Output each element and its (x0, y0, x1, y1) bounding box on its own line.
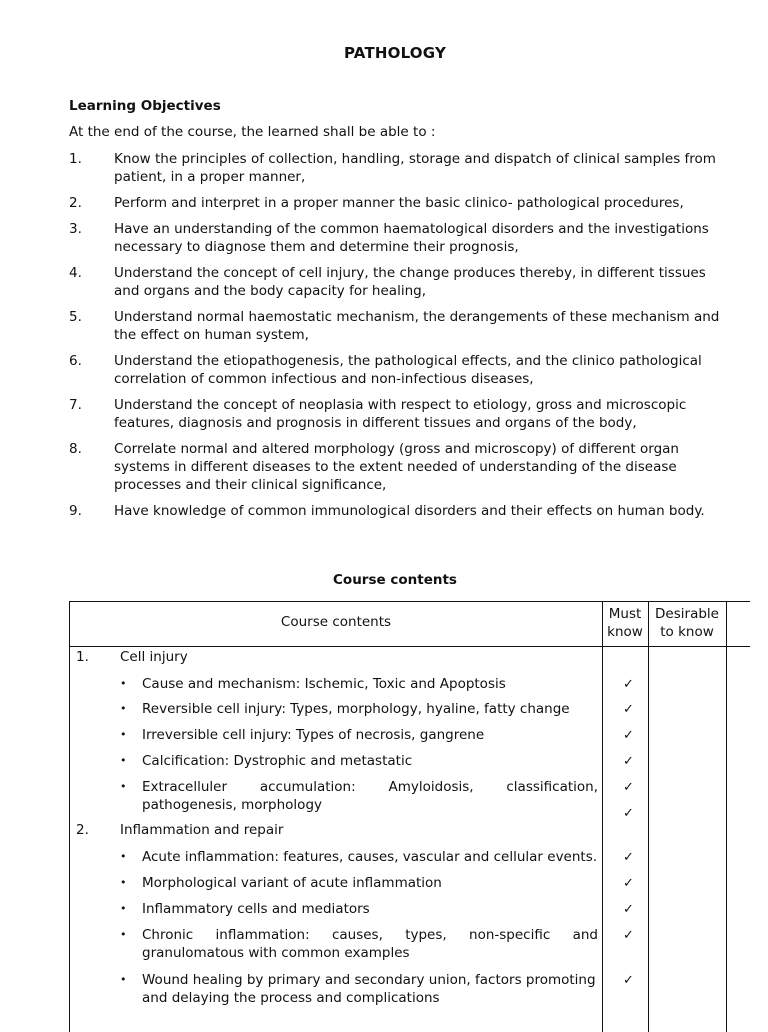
course-item-text: Irreversible cell injury: Types of necrosis, gangrene (142, 727, 485, 743)
header-must-know (602, 605, 648, 641)
header-must-line1: Must (608, 606, 642, 622)
objective-item (69, 396, 729, 432)
objective-number: 3. (69, 221, 82, 237)
course-item (120, 726, 598, 744)
objective-number: 8. (69, 441, 82, 457)
objectives-list (69, 150, 729, 528)
section-title: Inflammation and repair (120, 822, 284, 838)
objective-text: Perform and interpret in a proper manner the basic clinico- pathological procedures, (114, 195, 684, 211)
course-item-text: Cause and mechanism: Ischemic, Toxic and Apoptosis (142, 676, 506, 692)
header-desirable-to-know (648, 605, 726, 641)
bullet-icon: • (120, 850, 127, 863)
objective-item (69, 150, 729, 186)
objective-text: Understand the concept of neoplasia with respect to etiology, gross and microscopic features, diagnosis and prognosis in different tissues and organs of the body, (114, 397, 687, 431)
objective-item (69, 352, 729, 388)
header-desirable-line2: to know (660, 624, 714, 640)
bullet-icon: • (120, 728, 127, 741)
course-item (120, 900, 598, 918)
objective-text: Understand normal haemostatic mechanism, the derangements of these mechanism and the effect on human system, (114, 309, 720, 343)
must-know-check-icon: ✓ (623, 850, 634, 865)
objective-number: 1. (69, 151, 82, 167)
objective-number: 4. (69, 265, 82, 281)
course-item (120, 971, 598, 1007)
course-contents-table (69, 601, 750, 1032)
bullet-icon: • (120, 780, 127, 793)
header-must-line2: know (607, 624, 643, 640)
section-number: 2. (76, 822, 89, 838)
page-title: PATHOLOGY (343, 44, 447, 62)
section-title: Cell injury (120, 649, 188, 665)
course-item (120, 848, 598, 866)
bullet-icon: • (120, 702, 127, 715)
column-divider (726, 602, 727, 1032)
bullet-icon: • (120, 754, 127, 767)
must-know-check-icon: ✓ (623, 702, 634, 717)
course-item-text: Chronic inflammation: causes, types, non-specific and granulomatous with common examples (142, 927, 598, 961)
must-know-check-icon: ✓ (623, 754, 634, 769)
objective-number: 2. (69, 195, 82, 211)
must-know-check-icon: ✓ (623, 928, 634, 943)
must-know-check-icon: ✓ (623, 876, 634, 891)
column-divider (648, 602, 649, 1032)
course-item (120, 926, 598, 962)
course-item-text: Calcification: Dystrophic and metastatic (142, 753, 413, 769)
header-divider (70, 646, 750, 647)
section-number: 1. (76, 649, 89, 665)
bullet-icon: • (120, 677, 127, 690)
objective-text: Correlate normal and altered morphology (gross and microscopy) of different organ systems in different diseases to the extent needed of understanding of the disease processes and their clinical significance, (114, 441, 679, 493)
must-know-check-icon: ✓ (623, 780, 634, 795)
objective-item (69, 264, 729, 300)
objective-item (69, 440, 729, 494)
objective-number: 5. (69, 309, 82, 325)
bullet-icon: • (120, 902, 127, 915)
course-item-text: Extracelluler accumulation: Amyloidosis, classification, pathogenesis, morphology (142, 779, 598, 813)
must-know-check-icon: ✓ (623, 973, 634, 988)
learning-objectives-intro: At the end of the course, the learned shall be able to : (69, 124, 436, 140)
course-item-text: Inflammatory cells and mediators (142, 901, 370, 917)
must-know-check-icon: ✓ (623, 806, 634, 821)
header-desirable-line1: Desirable (655, 606, 719, 622)
bullet-icon: • (120, 973, 127, 986)
must-know-check-icon: ✓ (623, 677, 634, 692)
course-item-text: Reversible cell injury: Types, morphology, hyaline, fatty change (142, 701, 570, 717)
objective-text: Understand the concept of cell injury, the change produces thereby, in different tissues and organs and the body capacity for healing, (114, 265, 706, 299)
bullet-icon: • (120, 876, 127, 889)
header-course-contents: Course contents (280, 614, 392, 630)
column-divider (602, 602, 603, 1032)
course-item-text: Morphological variant of acute inflammation (142, 875, 442, 891)
objective-number: 9. (69, 503, 82, 519)
objective-item (69, 220, 729, 256)
course-item-text: Acute inflammation: features, causes, vascular and cellular events. (142, 849, 598, 865)
course-item (120, 778, 598, 814)
must-know-check-icon: ✓ (623, 902, 634, 917)
objective-text: Have an understanding of the common haematological disorders and the investigations necessary to diagnose them and determine their prognosis, (114, 221, 709, 255)
must-know-check-icon: ✓ (623, 728, 634, 743)
bullet-icon: • (120, 928, 127, 941)
objective-text: Know the principles of collection, handling, storage and dispatch of clinical samples from patient, in a proper manner, (114, 151, 716, 185)
objective-item (69, 502, 729, 520)
objective-item (69, 308, 729, 344)
learning-objectives-heading: Learning Objectives (69, 98, 221, 114)
objective-number: 7. (69, 397, 82, 413)
objective-text: Understand the etiopathogenesis, the pathological effects, and the clinico pathological correlation of common infectious and non-infectious diseases, (114, 353, 702, 387)
course-item (120, 874, 598, 892)
objective-number: 6. (69, 353, 82, 369)
course-contents-heading: Course contents (333, 572, 457, 588)
course-item-text: Wound healing by primary and secondary union, factors promoting and delaying the process and complications (142, 972, 596, 1006)
course-item (120, 752, 598, 770)
objective-item (69, 194, 729, 212)
course-item (120, 700, 598, 718)
objective-text: Have knowledge of common immunological disorders and their effects on human body. (114, 503, 705, 519)
course-item (120, 675, 598, 693)
